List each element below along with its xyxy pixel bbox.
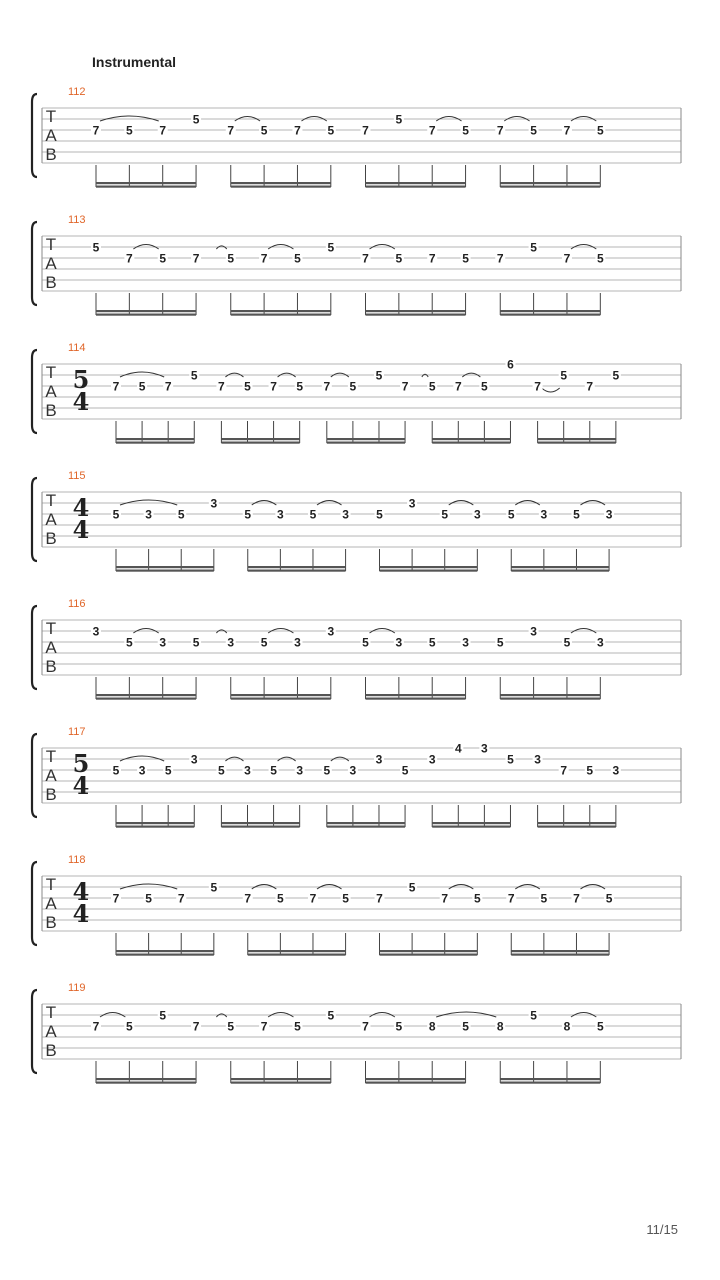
fret-number: 3 bbox=[408, 496, 416, 511]
section-title: Instrumental bbox=[92, 54, 177, 70]
tab-clef-letter: A bbox=[45, 254, 57, 273]
fret-number: 3 bbox=[462, 635, 469, 650]
fret-number: 7 bbox=[260, 251, 268, 266]
fret-number: 5 bbox=[496, 635, 504, 650]
fret-number: 7 bbox=[92, 1019, 100, 1034]
beam bbox=[511, 566, 609, 568]
fret-number: 5 bbox=[92, 240, 100, 255]
tab-clef-letter: A bbox=[45, 126, 57, 145]
fret-number: 5 bbox=[560, 368, 568, 383]
beam bbox=[231, 694, 331, 696]
beam bbox=[116, 954, 214, 956]
beam bbox=[500, 698, 600, 700]
fret-number: 5 bbox=[408, 880, 416, 895]
beam bbox=[511, 954, 609, 956]
system-brace bbox=[32, 478, 37, 561]
fret-number: 7 bbox=[573, 891, 580, 906]
beam bbox=[500, 310, 600, 312]
fret-number: 5 bbox=[395, 251, 403, 266]
fret-number: 3 bbox=[342, 507, 349, 522]
fret-number: 5 bbox=[327, 123, 335, 138]
fret-number: 5 bbox=[530, 1008, 537, 1023]
fret-number: 7 bbox=[563, 251, 571, 266]
beam bbox=[380, 566, 478, 568]
fret-number: 8 bbox=[563, 1019, 571, 1034]
system-brace bbox=[32, 350, 37, 433]
fret-number: 7 bbox=[177, 891, 185, 906]
beam bbox=[96, 698, 196, 700]
beam bbox=[366, 182, 466, 184]
fret-number: 5 bbox=[507, 507, 515, 522]
fret-number: 8 bbox=[428, 1019, 436, 1034]
fret-number: 5 bbox=[126, 635, 133, 650]
fret-number: 5 bbox=[112, 507, 120, 522]
fret-number: 7 bbox=[112, 891, 120, 906]
fret-number: 7 bbox=[428, 251, 436, 266]
fret-number: 3 bbox=[227, 635, 235, 650]
fret-number: 5 bbox=[227, 1019, 235, 1034]
beam bbox=[366, 314, 466, 316]
tab-clef-letter: T bbox=[45, 875, 57, 894]
fret-number: 7 bbox=[534, 379, 541, 394]
fret-number: 5 bbox=[327, 240, 335, 255]
beam bbox=[380, 954, 478, 956]
beam bbox=[380, 570, 478, 572]
fret-number: 5 bbox=[294, 251, 301, 266]
tab-clef-letter: T bbox=[45, 1003, 57, 1022]
beam bbox=[231, 310, 331, 312]
time-signature-denominator: 4 bbox=[72, 387, 90, 416]
tab-clef-letter: A bbox=[45, 766, 57, 785]
beam bbox=[500, 1078, 600, 1080]
fret-number: 3 bbox=[612, 763, 620, 778]
beam bbox=[248, 954, 346, 956]
fret-number: 7 bbox=[309, 891, 317, 906]
fret-number: 4 bbox=[454, 741, 462, 756]
fret-number: 5 bbox=[596, 1019, 604, 1034]
tab-clef-letter: A bbox=[45, 894, 57, 913]
fret-number: 5 bbox=[270, 763, 277, 778]
fret-number: 5 bbox=[507, 752, 514, 767]
fret-number: 3 bbox=[605, 507, 613, 522]
beam bbox=[538, 822, 616, 824]
fret-number: 5 bbox=[260, 123, 268, 138]
tab-clef-letter: B bbox=[45, 657, 57, 676]
beam bbox=[231, 186, 331, 188]
fret-number: 3 bbox=[534, 752, 541, 767]
fret-number: 5 bbox=[227, 251, 235, 266]
fret-number: 5 bbox=[530, 123, 537, 138]
beam bbox=[221, 822, 299, 824]
beam bbox=[221, 438, 299, 440]
beam bbox=[96, 1082, 196, 1084]
beam bbox=[116, 570, 214, 572]
beam bbox=[511, 950, 609, 952]
fret-number: 5 bbox=[145, 891, 152, 906]
fret-number: 7 bbox=[323, 379, 331, 394]
fret-number: 3 bbox=[540, 507, 548, 522]
tab-clef-letter: B bbox=[45, 913, 57, 932]
beam bbox=[231, 1082, 331, 1084]
fret-number: 5 bbox=[296, 379, 304, 394]
beam bbox=[116, 442, 194, 444]
beam bbox=[432, 438, 510, 440]
beam bbox=[231, 698, 331, 700]
beam bbox=[248, 950, 346, 952]
beam bbox=[96, 186, 196, 188]
beam bbox=[500, 182, 600, 184]
fret-number: 5 bbox=[112, 763, 120, 778]
bar-number: 115 bbox=[68, 470, 86, 482]
fret-number: 7 bbox=[496, 123, 504, 138]
beam bbox=[248, 566, 346, 568]
fret-number: 3 bbox=[375, 752, 383, 767]
time-signature-denominator: 4 bbox=[72, 899, 90, 928]
beam bbox=[366, 1078, 466, 1080]
beam bbox=[96, 182, 196, 184]
time-signature-numerator: 4 bbox=[72, 877, 90, 906]
fret-number: 7 bbox=[362, 1019, 369, 1034]
beam bbox=[96, 694, 196, 696]
time-signature-numerator: 5 bbox=[72, 365, 90, 394]
fret-number: 7 bbox=[496, 251, 504, 266]
fret-number: 7 bbox=[441, 891, 449, 906]
fret-number: 7 bbox=[376, 891, 383, 906]
beam bbox=[500, 1082, 600, 1084]
beam bbox=[327, 438, 405, 440]
tab-clef-letter: B bbox=[45, 401, 57, 420]
fret-number: 5 bbox=[177, 507, 185, 522]
bar-number: 117 bbox=[68, 726, 86, 738]
fret-number: 3 bbox=[145, 507, 152, 522]
fret-number: 3 bbox=[296, 763, 304, 778]
fret-number: 5 bbox=[244, 507, 252, 522]
fret-number: 5 bbox=[462, 1019, 469, 1034]
fret-number: 3 bbox=[159, 635, 167, 650]
fret-number: 7 bbox=[454, 379, 462, 394]
fret-number: 3 bbox=[92, 624, 100, 639]
fret-number: 5 bbox=[395, 1019, 403, 1034]
fret-number: 5 bbox=[375, 368, 383, 383]
slur bbox=[542, 388, 560, 392]
time-signature-denominator: 4 bbox=[72, 515, 90, 544]
fret-number: 3 bbox=[138, 763, 146, 778]
fret-number: 5 bbox=[192, 112, 200, 127]
fret-number: 5 bbox=[159, 1008, 167, 1023]
fret-number: 5 bbox=[596, 123, 604, 138]
fret-number: 5 bbox=[164, 763, 172, 778]
beam bbox=[96, 314, 196, 316]
fret-number: 3 bbox=[327, 624, 335, 639]
fret-number: 8 bbox=[496, 1019, 504, 1034]
tab-clef-letter: T bbox=[45, 107, 57, 126]
beam bbox=[221, 826, 299, 828]
fret-number: 5 bbox=[473, 891, 481, 906]
fret-number: 5 bbox=[428, 379, 436, 394]
system-brace bbox=[32, 222, 37, 305]
beam bbox=[432, 826, 510, 828]
fret-number: 7 bbox=[218, 379, 225, 394]
fret-number: 5 bbox=[401, 763, 409, 778]
beam bbox=[231, 182, 331, 184]
fret-number: 5 bbox=[428, 635, 436, 650]
beam bbox=[432, 442, 510, 444]
fret-number: 7 bbox=[260, 1019, 268, 1034]
tab-clef-letter: B bbox=[45, 1041, 57, 1060]
fret-number: 3 bbox=[530, 624, 537, 639]
fret-number: 5 bbox=[586, 763, 594, 778]
system-brace bbox=[32, 734, 37, 817]
beam bbox=[327, 442, 405, 444]
fret-number: 6 bbox=[507, 357, 514, 372]
fret-number: 5 bbox=[192, 635, 200, 650]
fret-number: 7 bbox=[227, 123, 235, 138]
tab-clef-letter: B bbox=[45, 785, 57, 804]
fret-number: 3 bbox=[294, 635, 301, 650]
beam bbox=[500, 314, 600, 316]
fret-number: 5 bbox=[159, 251, 167, 266]
fret-number: 5 bbox=[563, 635, 571, 650]
fret-number: 5 bbox=[376, 507, 383, 522]
fret-number: 3 bbox=[349, 763, 357, 778]
fret-number: 5 bbox=[596, 251, 604, 266]
beam bbox=[231, 1078, 331, 1080]
beam bbox=[432, 822, 510, 824]
beam bbox=[538, 826, 616, 828]
beam bbox=[96, 1078, 196, 1080]
fret-number: 5 bbox=[138, 379, 146, 394]
fret-number: 3 bbox=[473, 507, 481, 522]
fret-number: 7 bbox=[428, 123, 436, 138]
fret-number: 5 bbox=[362, 635, 369, 650]
tab-clef-letter: T bbox=[45, 491, 57, 510]
tab-clef-letter: T bbox=[45, 363, 57, 382]
fret-number: 3 bbox=[596, 635, 604, 650]
fret-number: 5 bbox=[218, 763, 225, 778]
fret-number: 3 bbox=[428, 752, 436, 767]
beam bbox=[248, 570, 346, 572]
fret-number: 5 bbox=[462, 251, 469, 266]
time-signature-numerator: 5 bbox=[72, 749, 90, 778]
page-number: 11/15 bbox=[646, 1222, 678, 1237]
bar-number: 112 bbox=[68, 86, 86, 98]
bar-number: 118 bbox=[68, 854, 86, 866]
beam bbox=[366, 698, 466, 700]
beam bbox=[231, 314, 331, 316]
fret-number: 5 bbox=[327, 1008, 335, 1023]
fret-number: 3 bbox=[395, 635, 403, 650]
fret-number: 7 bbox=[362, 251, 369, 266]
system-brace bbox=[32, 94, 37, 177]
fret-number: 5 bbox=[210, 880, 218, 895]
fret-number: 5 bbox=[605, 891, 613, 906]
fret-number: 7 bbox=[560, 763, 568, 778]
beam bbox=[221, 442, 299, 444]
fret-number: 7 bbox=[362, 123, 369, 138]
beam bbox=[500, 694, 600, 696]
system-brace bbox=[32, 990, 37, 1073]
beam bbox=[380, 950, 478, 952]
fret-number: 7 bbox=[192, 251, 200, 266]
bar-number: 119 bbox=[68, 982, 86, 994]
fret-number: 5 bbox=[481, 379, 488, 394]
tab-clef-letter: B bbox=[45, 529, 57, 548]
beam bbox=[327, 826, 405, 828]
tab-clef-letter: A bbox=[45, 1022, 57, 1041]
tab-clef-letter: A bbox=[45, 638, 57, 657]
fret-number: 3 bbox=[277, 507, 284, 522]
fret-number: 5 bbox=[530, 240, 537, 255]
fret-number: 7 bbox=[159, 123, 167, 138]
beam bbox=[116, 826, 194, 828]
beam bbox=[366, 186, 466, 188]
tab-clef-letter: T bbox=[45, 235, 57, 254]
fret-number: 5 bbox=[573, 507, 580, 522]
fret-number: 5 bbox=[349, 379, 357, 394]
fret-number: 3 bbox=[210, 496, 218, 511]
time-signature-numerator: 4 bbox=[72, 493, 90, 522]
bar-number: 114 bbox=[68, 342, 86, 354]
bar-number: 116 bbox=[68, 598, 86, 610]
bar-number: 113 bbox=[68, 214, 86, 226]
beam bbox=[366, 694, 466, 696]
beam bbox=[116, 822, 194, 824]
fret-number: 5 bbox=[126, 123, 133, 138]
fret-number: 3 bbox=[190, 752, 198, 767]
fret-number: 5 bbox=[190, 368, 198, 383]
fret-number: 5 bbox=[309, 507, 317, 522]
system-brace bbox=[32, 862, 37, 945]
fret-number: 7 bbox=[563, 123, 571, 138]
fret-number: 7 bbox=[244, 891, 252, 906]
beam bbox=[116, 950, 214, 952]
fret-number: 5 bbox=[260, 635, 268, 650]
fret-number: 5 bbox=[462, 123, 469, 138]
beam bbox=[96, 310, 196, 312]
tab-clef-letter: T bbox=[45, 747, 57, 766]
tab-clef-letter: T bbox=[45, 619, 57, 638]
fret-number: 5 bbox=[244, 379, 251, 394]
beam bbox=[366, 1082, 466, 1084]
fret-number: 7 bbox=[126, 251, 133, 266]
fret-number: 7 bbox=[401, 379, 409, 394]
system-brace bbox=[32, 606, 37, 689]
tab-clef-letter: A bbox=[45, 382, 57, 401]
fret-number: 7 bbox=[270, 379, 277, 394]
beam bbox=[511, 570, 609, 572]
beam bbox=[500, 186, 600, 188]
fret-number: 5 bbox=[342, 891, 349, 906]
fret-number: 7 bbox=[112, 379, 120, 394]
tab-clef-letter: A bbox=[45, 510, 57, 529]
fret-number: 5 bbox=[395, 112, 403, 127]
fret-number: 7 bbox=[192, 1019, 200, 1034]
fret-number: 5 bbox=[126, 1019, 133, 1034]
tab-clef-letter: B bbox=[45, 145, 57, 164]
fret-number: 5 bbox=[277, 891, 284, 906]
fret-number: 5 bbox=[323, 763, 331, 778]
fret-number: 5 bbox=[612, 368, 620, 383]
beam bbox=[327, 822, 405, 824]
fret-number: 5 bbox=[294, 1019, 301, 1034]
beam bbox=[116, 438, 194, 440]
fret-number: 3 bbox=[481, 741, 488, 756]
fret-number: 7 bbox=[507, 891, 515, 906]
time-signature-denominator: 4 bbox=[72, 771, 90, 800]
fret-number: 7 bbox=[92, 123, 100, 138]
fret-number: 7 bbox=[294, 123, 301, 138]
beam bbox=[116, 566, 214, 568]
beam bbox=[366, 310, 466, 312]
fret-number: 7 bbox=[164, 379, 172, 394]
fret-number: 3 bbox=[244, 763, 251, 778]
fret-number: 7 bbox=[586, 379, 594, 394]
beam bbox=[538, 442, 616, 444]
tab-clef-letter: B bbox=[45, 273, 57, 292]
fret-number: 5 bbox=[540, 891, 548, 906]
beam bbox=[538, 438, 616, 440]
fret-number: 5 bbox=[441, 507, 449, 522]
